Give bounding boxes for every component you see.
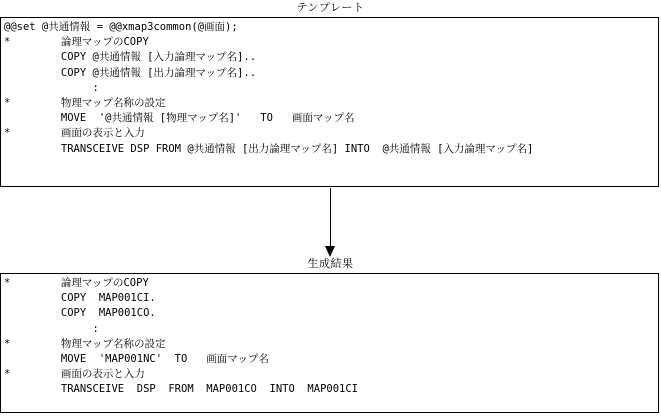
code-line: : (4, 81, 99, 94)
template-code-block (0, 17, 659, 187)
code-line: * 物理マップ名称の設定 (4, 96, 166, 109)
code-line: * 画面の表示と入力 (4, 127, 145, 140)
template-section-title: テンプレート (296, 2, 365, 14)
code-line: TRANSCEIVE DSP FROM @共通情報 [出力論理マップ名] INTO @共通情報 [入力論理マップ名] (4, 142, 534, 155)
code-line: COPY @共通情報 [入力論理マップ名].. (4, 51, 257, 64)
code-line: COPY MAP001CO. (4, 307, 156, 320)
code-line: @@set @共通情報 = @@xmap3common(@画面); (4, 21, 238, 33)
code-line: MOVE '@共通情報 [物理マップ名]' TO 画面マップ名 (4, 112, 355, 125)
code-line: * 画面の表示と入力 (4, 368, 145, 381)
code-line: * 論理マップのCOPY (4, 277, 149, 289)
code-line: : (4, 322, 99, 335)
code-line: MOVE 'MAP001NC' TO 画面マップ名 (4, 352, 269, 365)
result-section-title: 生成結果 (307, 258, 354, 270)
code-line: TRANSCEIVE DSP FROM MAP001CO INTO MAP001CI (4, 383, 359, 396)
code-line: * 物理マップ名称の設定 (4, 337, 166, 350)
code-line: COPY @共通情報 [出力論理マップ名].. (4, 66, 257, 79)
code-line: COPY MAP001CI. (4, 292, 156, 305)
flow-arrow (0, 188, 661, 260)
code-line: * 論理マップのCOPY (4, 36, 149, 49)
arrow-head-icon (325, 246, 335, 257)
result-code-block (0, 273, 659, 413)
arrow-shaft (330, 188, 331, 250)
